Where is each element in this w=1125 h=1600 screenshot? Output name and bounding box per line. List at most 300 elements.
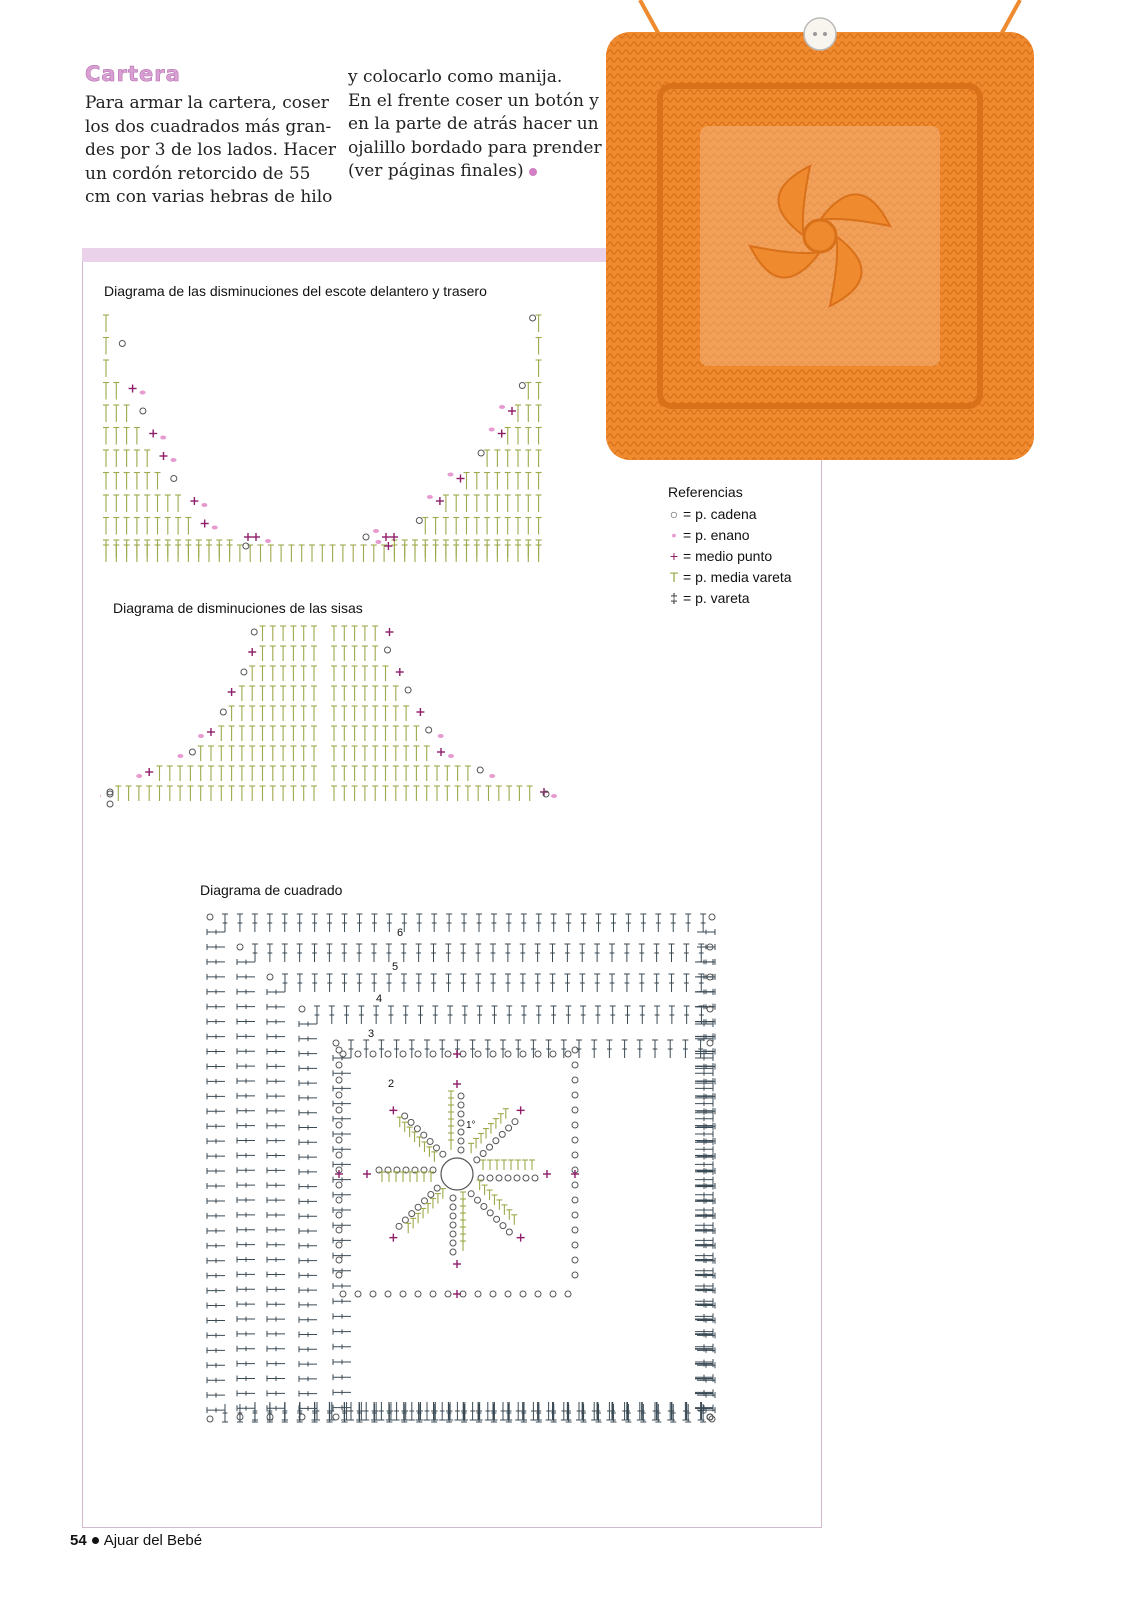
half-double-stitch [525, 473, 531, 490]
half-double-stitch [352, 626, 358, 641]
chain-stitch [207, 1416, 213, 1422]
double-crochet-stitch [596, 1404, 602, 1422]
double-crochet-stitch [476, 914, 482, 932]
double-crochet-stitch [695, 1268, 713, 1274]
half-double-stitch [301, 746, 307, 761]
half-double-stitch [352, 686, 358, 701]
half-double-stitch [362, 746, 368, 761]
chain-stitch [370, 1051, 376, 1057]
half-double-stitch [372, 786, 378, 801]
slip-stitch [136, 774, 142, 778]
half-double-stitch [536, 405, 542, 422]
half-double-stitch [515, 495, 521, 512]
double-crochet-stitch [695, 1184, 713, 1190]
chain-stitch [400, 1051, 406, 1057]
round-number-2: 2 [388, 1078, 395, 1090]
double-crochet-stitch [476, 1404, 482, 1422]
double-crochet-stitch [207, 1108, 225, 1114]
chain-stitch [336, 1272, 342, 1278]
slip-stitch [100, 794, 101, 798]
half-double-stitch [522, 1160, 528, 1170]
double-crochet-stitch [416, 974, 422, 992]
chain-stitch [572, 1077, 578, 1083]
double-crochet-stitch [333, 1146, 351, 1152]
half-double-stitch [428, 1172, 434, 1182]
half-double-stitch [270, 746, 276, 761]
half-double-stitch [505, 540, 511, 557]
double-crochet-stitch [299, 1184, 317, 1190]
chain-stitch [333, 1414, 339, 1420]
double-crochet-stitch [333, 1070, 351, 1076]
double-crochet-stitch [299, 1198, 317, 1204]
double-crochet-stitch [299, 1287, 317, 1293]
double-crochet-stitch [237, 1390, 255, 1396]
double-crochet-stitch [267, 1402, 273, 1420]
double-crochet-stitch [237, 989, 255, 995]
slip-stitch [427, 495, 433, 499]
double-crochet-stitch [207, 1303, 225, 1309]
half-double-stitch [525, 450, 531, 467]
half-double-stitch [103, 495, 109, 512]
half-double-stitch [515, 1160, 521, 1170]
double-crochet-stitch [477, 1006, 483, 1024]
double-crochet-stitch [546, 1402, 552, 1420]
half-double-stitch [352, 746, 358, 761]
chain-stitch [572, 1092, 578, 1098]
half-double-stitch [280, 706, 286, 721]
double-crochet-stitch [564, 944, 570, 962]
chain-stitch [385, 1291, 391, 1297]
double-crochet-stitch [333, 1116, 351, 1122]
double-crochet-stitch [536, 1006, 542, 1024]
slip-stitch [265, 539, 271, 543]
half-double-stitch [453, 495, 459, 512]
half-double-stitch [134, 518, 140, 535]
half-double-stitch [301, 706, 307, 721]
double-crochet-stitch [207, 1317, 225, 1323]
chain-stitch [336, 1242, 342, 1248]
chain-stitch [430, 1291, 436, 1297]
chain-stitch [385, 647, 391, 653]
half-double-stitch [239, 766, 245, 781]
half-double-stitch [464, 473, 470, 490]
chain-stitch [535, 1051, 541, 1057]
double-crochet-stitch [695, 1116, 713, 1122]
double-crochet-stitch [312, 944, 318, 962]
round-number-1: 1° [466, 1120, 476, 1131]
chain-stitch [355, 1051, 361, 1057]
double-crochet-stitch [695, 1243, 713, 1249]
single-crochet-stitch [248, 648, 256, 656]
half-double-stitch [362, 686, 368, 701]
double-crochet-stitch [684, 1006, 690, 1024]
chain-stitch [450, 1222, 456, 1228]
half-double-stitch [515, 540, 521, 557]
reference-label: = p. enano [683, 526, 750, 543]
double-crochet-stitch [515, 1402, 521, 1420]
half-double-stitch [340, 545, 346, 562]
half-double-stitch [301, 686, 307, 701]
chain-stitch [487, 1210, 493, 1216]
half-double-stitch [185, 518, 191, 535]
double-crochet-stitch [579, 974, 585, 992]
single-crochet-stitch [389, 1234, 397, 1242]
chain-stitch [572, 1257, 578, 1263]
double-crochet-stitch [207, 1332, 225, 1338]
double-crochet-stitch [267, 1212, 285, 1218]
half-double-stitch [453, 518, 459, 535]
chain-stitch [572, 1272, 578, 1278]
double-crochet-stitch [594, 944, 600, 962]
half-double-stitch [341, 686, 347, 701]
single-crochet-stitch [190, 497, 198, 505]
double-crochet-stitch [371, 944, 377, 962]
double-crochet-stitch [207, 1213, 225, 1219]
chain-stitch [251, 629, 257, 635]
double-crochet-stitch [207, 1078, 225, 1084]
chain-stitch [450, 1213, 456, 1219]
half-double-stitch [505, 495, 511, 512]
reference-label: = medio punto [683, 547, 773, 564]
half-double-stitch [515, 473, 521, 490]
double-crochet-stitch [386, 914, 392, 932]
chain-stitch [458, 1102, 464, 1108]
half-double-stitch [330, 545, 336, 562]
single-crochet-stitch [396, 668, 404, 676]
half-double-stitch [260, 686, 266, 701]
single-crochet-stitch [389, 1106, 397, 1114]
chain-stitch [450, 1204, 456, 1210]
half-double-stitch [402, 540, 408, 557]
double-crochet-stitch [299, 1213, 317, 1219]
half-double-stitch [515, 450, 521, 467]
chain-stitch [572, 1122, 578, 1128]
half-double-stitch [146, 786, 152, 801]
half-double-stitch [218, 746, 224, 761]
chain-stitch [480, 1150, 486, 1156]
double-crochet-stitch [207, 1093, 225, 1099]
double-crochet-stitch [697, 1168, 715, 1174]
single-crochet-stitch [129, 385, 137, 393]
chain-stitch [336, 1077, 342, 1083]
double-crochet-stitch [477, 1402, 483, 1420]
double-crochet-stitch [431, 944, 437, 962]
double-crochet-stitch [535, 974, 541, 992]
half-double-stitch [208, 766, 214, 781]
double-crochet-stitch [333, 1283, 351, 1289]
double-crochet-stitch [625, 1404, 631, 1422]
double-crochet-stitch [267, 1286, 285, 1292]
double-crochet-stitch [207, 929, 225, 935]
half-double-stitch [218, 766, 224, 781]
single-crochet-stitch [386, 628, 394, 636]
chain-stitch [415, 1051, 421, 1057]
double-crochet-stitch [356, 974, 362, 992]
double-crochet-stitch [207, 1153, 225, 1159]
chain-stitch [363, 534, 369, 540]
chain-stitch [336, 1152, 342, 1158]
chain-stitch [468, 1191, 474, 1197]
chain-stitch [505, 1051, 511, 1057]
double-crochet-stitch [695, 1258, 713, 1264]
half-double-stitch [422, 518, 428, 535]
double-crochet-stitch [565, 1006, 571, 1024]
half-double-stitch [260, 746, 266, 761]
double-crochet-stitch [697, 1317, 715, 1323]
double-crochet-stitch [299, 1036, 317, 1042]
chain-stitch [477, 767, 483, 773]
chain-stitch [478, 450, 484, 456]
chain-stitch [572, 1062, 578, 1068]
chain-stitch [490, 1051, 496, 1057]
half-double-stitch [393, 686, 399, 701]
half-double-stitch [484, 495, 490, 512]
double-crochet-stitch [606, 1040, 612, 1058]
double-crochet-stitch [610, 914, 616, 932]
double-crochet-stitch [299, 1154, 317, 1160]
double-crochet-stitch [282, 944, 288, 962]
half-double-stitch [536, 518, 542, 535]
double-crochet-stitch [237, 1242, 255, 1248]
chain-stitch [475, 1051, 481, 1057]
double-crochet-stitch [683, 974, 689, 992]
double-crochet-stitch [424, 1402, 430, 1420]
double-crochet-stitch [695, 1272, 713, 1278]
half-double-stitch [175, 495, 181, 512]
half-double-stitch [362, 786, 368, 801]
sisas-diagram-title: Diagrama de disminuciones de las sisas [113, 600, 363, 616]
chain-stitch [506, 1125, 512, 1131]
double-crochet-stitch [594, 974, 600, 992]
chain-stitch [336, 1107, 342, 1113]
half-double-stitch [237, 545, 243, 562]
slip-stitch [160, 436, 166, 440]
double-crochet-stitch [333, 1161, 351, 1167]
half-double-stitch [155, 473, 161, 490]
double-crochet-stitch [431, 914, 437, 932]
chain-stitch-icon: ○ [669, 505, 679, 522]
reference-item [668, 566, 792, 587]
chain-stitch [440, 1151, 446, 1157]
double-crochet-stitch [326, 944, 332, 962]
half-double-stitch [424, 786, 430, 801]
half-double-stitch [124, 473, 130, 490]
single-crochet-stitch [543, 1170, 551, 1178]
half-double-stitch [227, 540, 233, 557]
chain-stitch [207, 914, 213, 920]
double-crochet-stitch [222, 1404, 228, 1422]
double-crochet-stitch [314, 1006, 320, 1024]
chain-stitch [299, 1006, 305, 1012]
half-double-stitch [413, 746, 419, 761]
chain-stitch [512, 1119, 518, 1125]
double-crochet-stitch [222, 914, 228, 932]
chain-stitch [520, 1051, 526, 1057]
double-crochet-stitch [506, 914, 512, 932]
pink-header-band [82, 248, 642, 262]
half-double-stitch [290, 766, 296, 781]
half-double-stitch [407, 1172, 413, 1182]
chain-stitch [475, 1291, 481, 1297]
double-crochet-stitch [207, 1183, 225, 1189]
half-double-stitch [536, 428, 542, 445]
half-double-stitch [113, 495, 119, 512]
half-double-stitch [270, 706, 276, 721]
slip-stitch [551, 794, 557, 798]
double-crochet-stitch [333, 1192, 351, 1198]
half-double-stitch [311, 746, 317, 761]
double-crochet-stitch [491, 914, 497, 932]
half-double-stitch [403, 726, 409, 741]
slip-stitch [448, 754, 454, 758]
double-crochet-stitch [237, 1257, 255, 1263]
chain-stitch [458, 1093, 464, 1099]
half-double-stitch [249, 706, 255, 721]
chain-stitch [496, 1175, 502, 1181]
half-double-stitch [484, 518, 490, 535]
double-crochet-stitch [363, 1402, 369, 1420]
half-double-stitch [403, 786, 409, 801]
chain-stitch [409, 1211, 415, 1217]
half-double-stitch [529, 1160, 535, 1170]
references-legend [668, 484, 792, 608]
slip-stitch [140, 391, 146, 395]
double-crochet-stitch [299, 1095, 317, 1101]
double-crochet-stitch [695, 1228, 713, 1234]
slip-stitch [375, 540, 381, 544]
chain-stitch [458, 1111, 464, 1117]
double-crochet-stitch [207, 1347, 225, 1353]
half-double-stitch [383, 746, 389, 761]
single-crochet-stitch [437, 748, 445, 756]
double-crochet-stitch [267, 1123, 285, 1129]
chain-stitch [458, 1129, 464, 1135]
half-double-stitch [465, 766, 471, 781]
cuadrado-diagram-title: Diagrama de cuadrado [200, 882, 343, 898]
slip-stitch [201, 503, 207, 507]
single-crochet-stitch [228, 688, 236, 696]
single-crochet-stitch [149, 430, 157, 438]
half-double-stitch [115, 786, 121, 801]
page-number: 54 [70, 1532, 87, 1549]
double-crochet-stitch [237, 1182, 255, 1188]
half-double-stitch [165, 540, 171, 557]
half-double-stitch [278, 545, 284, 562]
half-double-stitch [144, 495, 150, 512]
half-double-stitch [501, 1160, 507, 1170]
half-double-stitch [350, 545, 356, 562]
reference-label: = p. vareta [683, 589, 750, 606]
double-crochet-stitch [460, 944, 466, 962]
half-double-stitch [206, 540, 212, 557]
reference-item [668, 524, 792, 545]
half-double-stitch [383, 766, 389, 781]
end-bullet-icon [529, 168, 537, 176]
half-double-stitch [372, 746, 378, 761]
half-double-stitch [455, 786, 461, 801]
references-heading: Referencias [668, 484, 743, 500]
chain-stitch [572, 1227, 578, 1233]
single-crochet-stitch [252, 533, 260, 541]
half-double-stitch [103, 338, 109, 355]
double-crochet-stitch [299, 1228, 317, 1234]
half-double-stitch [403, 766, 409, 781]
double-crochet-stitch [282, 974, 288, 992]
half-double-stitch [352, 726, 358, 741]
half-double-stitch [280, 766, 286, 781]
half-double-stitch [464, 495, 470, 512]
half-double-stitch [113, 540, 119, 557]
half-double-stitch [434, 786, 440, 801]
chain-stitch [107, 801, 113, 807]
double-crochet-stitch [490, 944, 496, 962]
half-double-stitch [301, 666, 307, 681]
double-crochet-stitch [342, 914, 348, 932]
half-double-stitch [474, 518, 480, 535]
double-crochet-stitch [654, 1006, 660, 1024]
half-double-stitch [525, 383, 531, 400]
chain-stitch [336, 1092, 342, 1098]
chain-stitch [220, 709, 226, 715]
double-crochet-stitch [536, 914, 542, 932]
double-crochet-stitch [333, 1131, 351, 1137]
text-line: En el frente coser un botón y [348, 90, 599, 111]
double-crochet-stitch [669, 1006, 675, 1024]
half-double-stitch [341, 646, 347, 661]
double-crochet-stitch [460, 974, 466, 992]
double-crochet-stitch [333, 1405, 351, 1411]
chain-stitch [550, 1291, 556, 1297]
half-double-stitch [464, 518, 470, 535]
text-line: cm con varias hebras de hilo [85, 187, 333, 207]
half-double-stitch [494, 540, 500, 557]
half-double-stitch [444, 766, 450, 781]
half-double-stitch [260, 786, 266, 801]
half-double-stitch [341, 666, 347, 681]
half-double-stitch [331, 746, 337, 761]
chain-stitch [450, 1240, 456, 1246]
double-crochet-stitch [333, 1298, 351, 1304]
chain-stitch [241, 669, 247, 675]
double-crochet-stitch [697, 1332, 715, 1338]
half-double-stitch [393, 706, 399, 721]
chain-stitch [237, 944, 243, 950]
half-double-stitch [249, 666, 255, 681]
half-double-stitch [444, 786, 450, 801]
single-crochet-stitch [453, 1290, 461, 1298]
half-double-stitch [505, 450, 511, 467]
chain-stitch [408, 1119, 414, 1125]
double-crochet-stitch [299, 1065, 317, 1071]
double-crochet-stitch [299, 1243, 317, 1249]
half-double-stitch [424, 746, 430, 761]
double-crochet-stitch [506, 1402, 512, 1420]
chain-stitch [426, 727, 432, 733]
bag-button [804, 18, 836, 50]
half-double-stitch [352, 666, 358, 681]
double-crochet-stitch [267, 1153, 285, 1159]
double-crochet-stitch [520, 944, 526, 962]
half-double-stitch [484, 450, 490, 467]
slip-stitch [448, 473, 454, 477]
double-crochet-stitch [237, 1093, 255, 1099]
double-crochet-stitch [267, 1167, 285, 1173]
half-double-stitch [443, 518, 449, 535]
chain-stitch [427, 1138, 433, 1144]
half-double-stitch [362, 766, 368, 781]
half-double-stitch [455, 766, 461, 781]
double-crochet-stitch [267, 1078, 285, 1084]
